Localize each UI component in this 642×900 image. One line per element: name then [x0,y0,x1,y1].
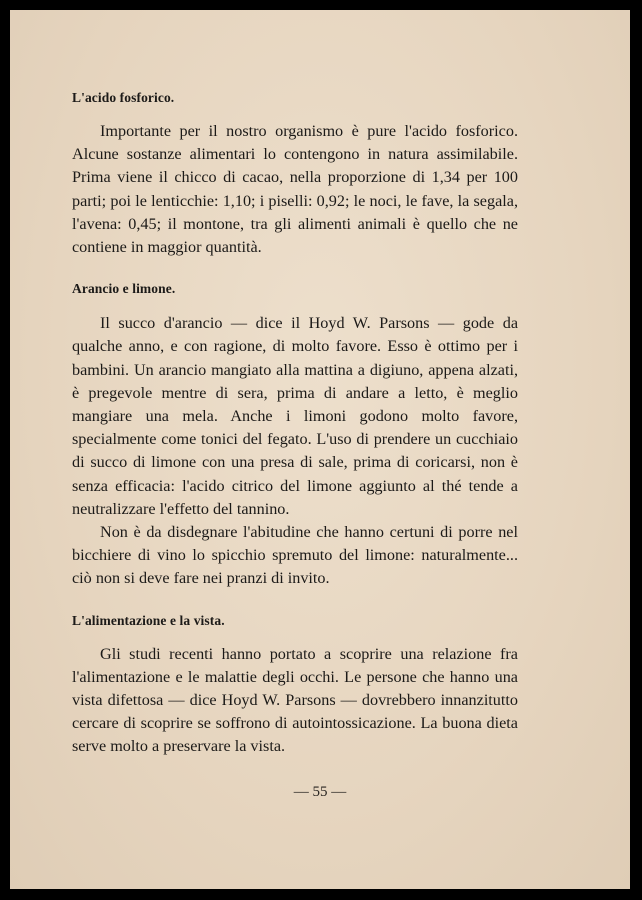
paragraph: Non è da disdegnare l'abitudine che hanno certuni di porre nel bicchiere di vino lo spicchio spremuto del limone: naturalmente... ciò non si deve fare nei pranzi di invito. [72,523,518,588]
page-number: — 55 — [293,784,347,800]
section-acido-fosforico [72,90,518,259]
paragraph: Gli studi recenti hanno portato a scoprire una relazione fra l'alimentazione e le malattie degli occhi. Le persone che hanno una vista difettosa — dice Hoyd W. Parsons — dovrebbero innanzitutto cercare di scoprire se soffrono di autointossicazione. La buona dieta serve molto a preservare la vista. [72,644,518,756]
section-heading: L'alimentazione e la vista. [72,612,225,628]
section-alimentazione-vista [72,613,518,759]
section-heading: Arancio e limone. [72,281,176,297]
book-page [10,10,630,889]
paragraph: Il succo d'arancio — dice il Hoyd W. Parsons — gode da qualche anno, e con ragione, di molto favore. Esso è ottimo per i bambini. Un arancio mangiato alla mattina a digiuno, appena alzati, è pregevole mentre di sera, prima di andare a letto, è meglio mangiare una mela. Anche i limoni godono molto favore, specialmente come tonici del fegato. L'uso di prendere un cucchiaio di succo di limone con una presa di sale, prima di coricarsi, non è senza efficacia: l'acido citrico del limone aggiunto al thé tende a neutralizzare l'effetto del tannino. [72,314,518,518]
section-arancio-limone [72,281,518,590]
page-content [72,78,518,759]
paragraph: Importante per il nostro organismo è pure l'acido fosforico. Alcune sostanze alimentari lo contengono in natura assimilabile. Prima viene il chicco di cacao, nella proporzione di 1,34 per 100 parti; poi le lenticchie: 1,10; i piselli: 0,92; le noci, le fave, la segala, l'avena: 0,45; il montone, tra gli alimenti animali è quello che ne contiene in maggior quantità. [72,122,518,257]
section-heading: L'acido fosforico. [72,90,175,105]
